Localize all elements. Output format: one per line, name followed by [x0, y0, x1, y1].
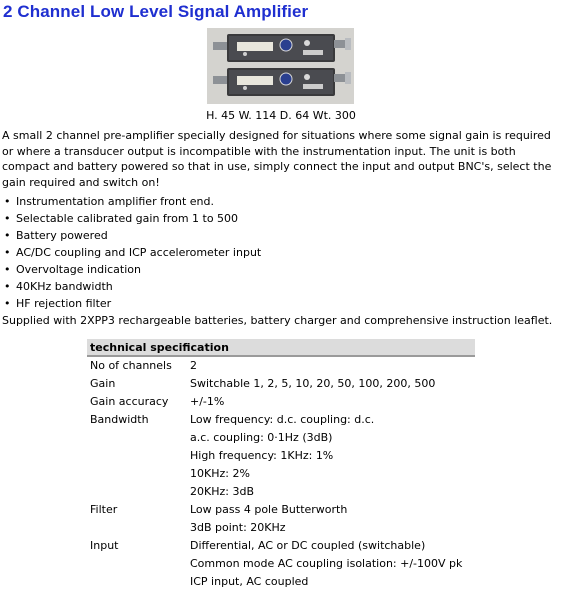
table-row	[87, 501, 475, 537]
intro-paragraph: A small 2 channel pre-amplifier specially designed for situations where some signal gain is required or where a transducer output is incompatible with the instrumentation input. The unit is both compact and battery powered so that in use, simply connect the input and output BNC's, select the gain required and switch on!	[2, 129, 552, 189]
list-item: • Battery powered	[4, 229, 108, 242]
spec-value: +/-1%	[190, 395, 225, 408]
spec-value: 20KHz: 3dB	[190, 485, 254, 498]
spec-table	[87, 339, 475, 591]
spec-value: Low pass 4 pole Butterworth	[190, 503, 348, 516]
spec-label: Gain accuracy	[90, 395, 169, 408]
table-row	[87, 357, 475, 375]
image-caption: H. 45 W. 114 D. 64 Wt. 300	[206, 109, 356, 122]
bullet-icon: •	[4, 263, 11, 276]
feature-list	[2, 193, 261, 312]
spec-value: Common mode AC coupling isolation: +/-100V pk	[190, 557, 463, 570]
table-row	[87, 375, 475, 393]
spec-label: Gain	[90, 377, 116, 390]
product-photo	[207, 28, 354, 104]
page-title: 2 Channel Low Level Signal Amplifier	[3, 2, 309, 21]
spec-value: 10KHz: 2%	[190, 467, 250, 480]
bullet-icon: •	[4, 229, 11, 242]
list-item: • Overvoltage indication	[4, 263, 141, 276]
spec-value: High frequency: 1KHz: 1%	[190, 449, 334, 462]
bullet-icon: •	[4, 212, 11, 225]
list-item: • AC/DC coupling and ICP accelerometer input	[4, 246, 262, 259]
list-item: • HF rejection filter	[4, 297, 112, 310]
spec-value: 3dB point: 20KHz	[190, 521, 286, 534]
amplifier-unit-image	[207, 28, 354, 104]
spec-value: Low frequency: d.c. coupling: d.c.	[190, 413, 375, 426]
table-row	[87, 411, 475, 501]
spec-label: No of channels	[90, 359, 172, 372]
list-item: • 40KHz bandwidth	[4, 280, 113, 293]
supplied-note: Supplied with 2XPP3 rechargeable batteries, battery charger and comprehensive instruction leaflet.	[2, 314, 553, 327]
list-item: • Instrumentation amplifier front end.	[4, 195, 214, 208]
bullet-icon: •	[4, 280, 11, 293]
spec-value: Differential, AC or DC coupled (switchable)	[190, 539, 426, 552]
list-item: • Selectable calibrated gain from 1 to 500	[4, 212, 239, 225]
spec-value: a.c. coupling: 0·1Hz (3dB)	[190, 431, 333, 444]
bullet-icon: •	[4, 246, 11, 259]
spec-label: Bandwidth	[90, 413, 149, 426]
spec-label: Filter	[90, 503, 118, 516]
spec-heading: technical specification	[87, 339, 475, 357]
bullet-icon: •	[4, 297, 11, 310]
spec-value: 2	[190, 359, 197, 372]
spec-label: Input	[90, 539, 119, 552]
spec-value: Switchable 1, 2, 5, 10, 20, 50, 100, 200, 500	[190, 377, 436, 390]
table-row	[87, 537, 475, 591]
spec-value: ICP input, AC coupled	[190, 575, 309, 588]
bullet-icon: •	[4, 195, 11, 208]
table-row	[87, 393, 475, 411]
